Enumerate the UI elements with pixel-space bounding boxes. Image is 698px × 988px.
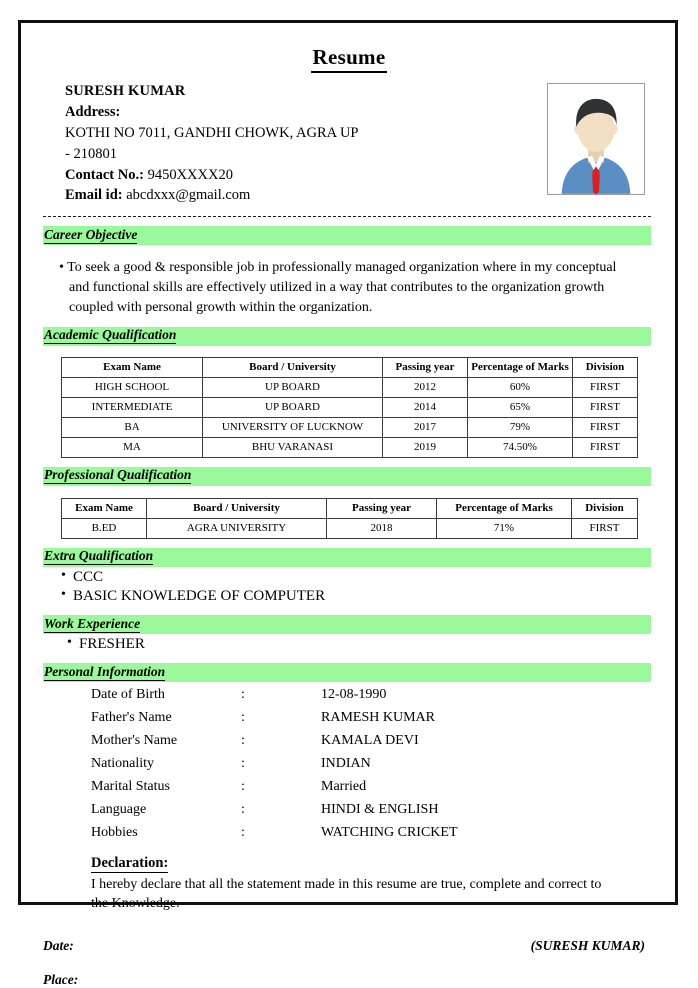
table-cell: AGRA UNIVERSITY	[147, 518, 327, 538]
table-row	[62, 397, 638, 417]
profile-photo	[547, 83, 645, 195]
table-cell: B.ED	[62, 518, 147, 538]
candidate-name: SURESH KUMAR	[65, 83, 186, 99]
column-header: Board / University	[147, 498, 327, 518]
personal-info-row	[91, 825, 655, 848]
section-title: Career Objective	[44, 226, 138, 242]
table-header-row	[62, 498, 638, 518]
field-label: Marital Status	[91, 779, 170, 795]
career-objective-body: To seek a good & responsible job in professionally managed organization where in my conceptual and functional skills are effectively utilized in a way that contributes to the organization growth coupled with personal growth within the organization.	[67, 260, 617, 315]
section-header-work-experience	[43, 615, 651, 634]
address-label: Address:	[65, 103, 121, 120]
section-header-academic-qualification	[43, 327, 651, 346]
section-header-career-objective	[43, 226, 651, 245]
column-header: Division	[573, 357, 638, 377]
table-cell: INTERMEDIATE	[62, 397, 203, 417]
field-separator: :	[241, 687, 245, 703]
field-separator: :	[241, 756, 245, 772]
personal-info-row	[91, 756, 655, 779]
person-avatar-icon	[548, 84, 644, 194]
table-cell: 74.50%	[468, 437, 573, 457]
address-line-2: - 210801	[65, 145, 117, 162]
column-header: Passing year	[327, 498, 437, 518]
personal-information-list	[43, 687, 655, 848]
declaration-block	[43, 854, 651, 913]
resume-content	[43, 31, 655, 988]
resume-page-border	[18, 20, 678, 987]
career-objective-text: • To seek a good & responsible job in professionally managed organization where in my conceptual and functional skills are effectively utilized in a way that contributes to the organization growth coupled with personal growth within the organization.	[59, 260, 617, 315]
table-cell: FIRST	[573, 437, 638, 457]
field-separator: :	[241, 825, 245, 841]
section-title: Professional Qualification	[44, 467, 192, 483]
footer-date-signature-row	[43, 938, 655, 954]
table-cell: FIRST	[573, 397, 638, 417]
section-title: Extra Qualification	[44, 548, 154, 564]
academic-qualification-table	[61, 357, 638, 458]
place-label: Place:	[43, 971, 79, 987]
contact-value: 9450XXXX20	[147, 166, 233, 183]
email-label: Email id:	[65, 187, 123, 204]
page-title	[43, 45, 655, 71]
table-cell: 79%	[468, 417, 573, 437]
professional-qualification-table	[61, 498, 638, 539]
personal-info-row	[91, 710, 655, 733]
field-value: 12-08-1990	[321, 687, 387, 703]
table-row	[62, 377, 638, 397]
column-header: Exam Name	[62, 357, 203, 377]
column-header: Passing year	[383, 357, 468, 377]
table-cell: MA	[62, 437, 203, 457]
table-cell: 2014	[383, 397, 468, 417]
section-header-professional-qualification	[43, 467, 651, 486]
field-separator: :	[241, 779, 245, 795]
contact-details	[43, 81, 547, 206]
table-cell: 2017	[383, 417, 468, 437]
column-header: Percentage of Marks	[468, 357, 573, 377]
email-value: abcdxxx@gmail.com	[126, 187, 251, 204]
declaration-text: I hereby declare that all the statement made in this resume are true, complete and correct to the Knowledge.	[91, 877, 602, 912]
table-cell: UP BOARD	[203, 377, 383, 397]
field-value: WATCHING CRICKET	[321, 825, 458, 841]
field-value: INDIAN	[321, 756, 371, 772]
field-label: Date of Birth	[91, 687, 165, 703]
table-cell: 2019	[383, 437, 468, 457]
table-cell: UNIVERSITY OF LUCKNOW	[203, 417, 383, 437]
table-header-row	[62, 357, 638, 377]
field-label: Mother's Name	[91, 733, 178, 749]
contact-row	[65, 165, 547, 186]
section-header-extra-qualification	[43, 548, 651, 567]
table-row	[62, 437, 638, 457]
email-row	[65, 185, 547, 206]
contact-label: Contact No.:	[65, 166, 144, 183]
field-separator: :	[241, 733, 245, 749]
section-header-personal-information	[43, 663, 651, 682]
field-label: Hobbies	[91, 825, 138, 841]
extra-qualification-list	[43, 568, 655, 606]
table-row	[62, 518, 638, 538]
table-cell: 2012	[383, 377, 468, 397]
work-experience-list	[43, 635, 655, 654]
column-header: Exam Name	[62, 498, 147, 518]
table-cell: 65%	[468, 397, 573, 417]
personal-info-row	[91, 802, 655, 825]
table-cell: HIGH SCHOOL	[62, 377, 203, 397]
table-cell: BA	[62, 417, 203, 437]
field-value: Married	[321, 779, 367, 795]
list-item: • FRESHER	[67, 635, 655, 654]
section-title: Personal Information	[44, 664, 166, 680]
field-value: HINDI & ENGLISH	[321, 802, 439, 818]
list-item: • BASIC KNOWLEDGE OF COMPUTER	[61, 587, 655, 606]
table-cell: 2018	[327, 518, 437, 538]
header-divider	[43, 216, 651, 217]
personal-info-row	[91, 687, 655, 710]
personal-info-row	[91, 733, 655, 756]
field-separator: :	[241, 710, 245, 726]
personal-info-row	[91, 779, 655, 802]
table-cell: FIRST	[573, 417, 638, 437]
field-label: Language	[91, 802, 147, 818]
table-cell: FIRST	[573, 377, 638, 397]
header-block	[43, 81, 655, 206]
table-cell: UP BOARD	[203, 397, 383, 417]
column-header: Percentage of Marks	[437, 498, 572, 518]
field-separator: :	[241, 802, 245, 818]
declaration-heading-wrap	[91, 854, 651, 873]
field-value: RAMESH KUMAR	[321, 710, 435, 726]
declaration-heading: Declaration:	[91, 855, 169, 872]
date-label: Date:	[43, 937, 74, 953]
section-title: Academic Qualification	[44, 327, 177, 343]
address-line-1: KOTHI NO 7011, GANDHI CHOWK, AGRA UP	[65, 124, 359, 141]
photo-container	[547, 83, 647, 195]
list-item: • CCC	[61, 568, 655, 587]
table-cell: 71%	[437, 518, 572, 538]
table-cell: 60%	[468, 377, 573, 397]
field-label: Father's Name	[91, 710, 172, 726]
table-cell: BHU VARANASI	[203, 437, 383, 457]
table-row	[62, 417, 638, 437]
table-cell: FIRST	[572, 518, 638, 538]
section-title: Work Experience	[44, 615, 141, 631]
field-value: KAMALA DEVI	[321, 733, 419, 749]
column-header: Division	[572, 498, 638, 518]
field-label: Nationality	[91, 756, 154, 772]
column-header: Board / University	[203, 357, 383, 377]
page-title-text: Resume	[311, 45, 388, 73]
signature-name: (SURESH KUMAR)	[530, 937, 645, 953]
